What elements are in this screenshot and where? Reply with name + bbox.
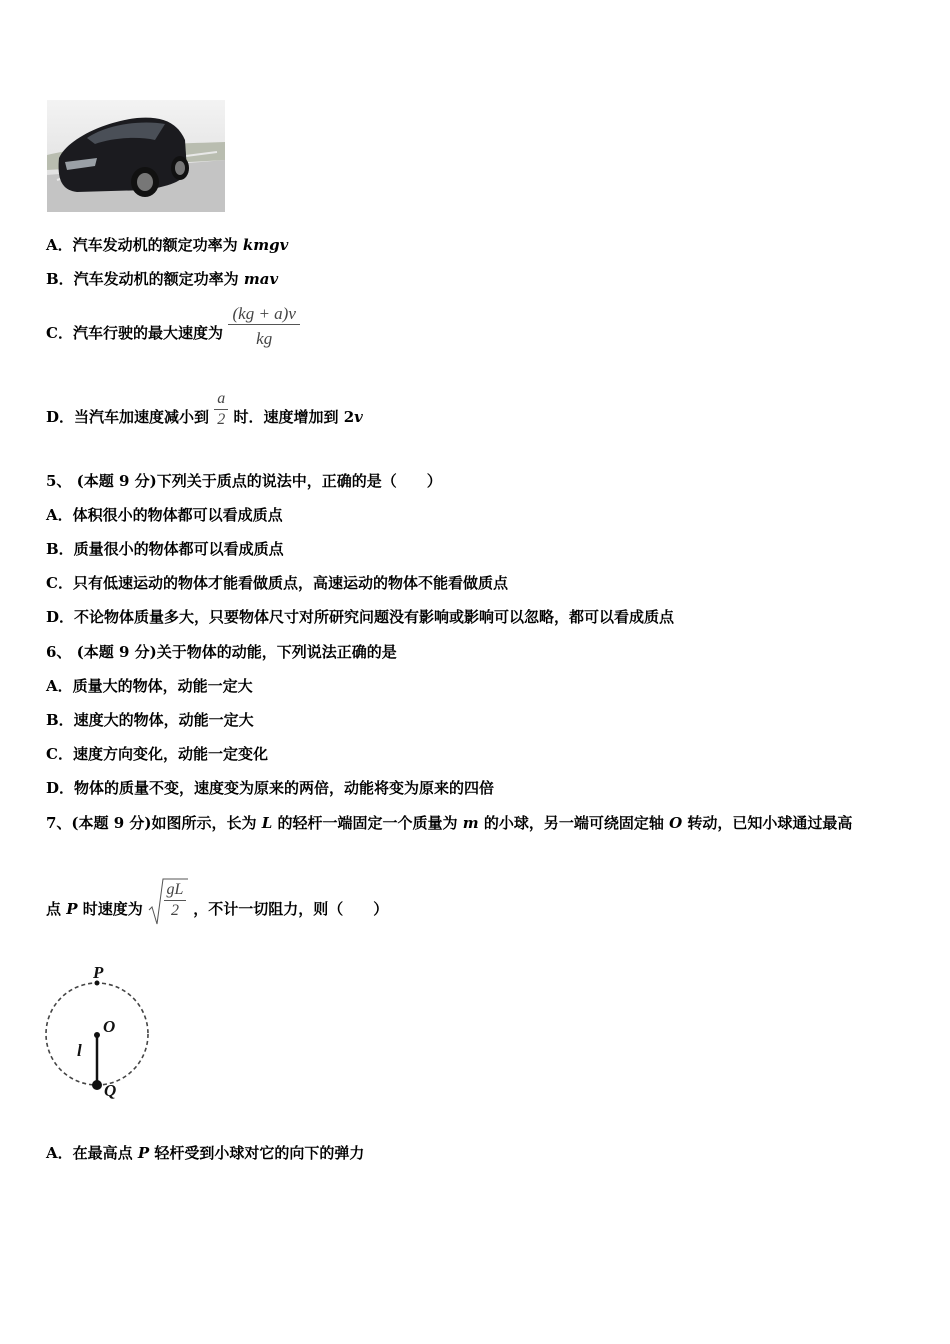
- q6-option-a: A．质量大的物体，动能一定大: [46, 677, 253, 695]
- circular-motion-figure: [40, 960, 160, 1100]
- q6-option-b: B．速度大的物体，动能一定大: [46, 711, 254, 729]
- q4-option-c: [46, 304, 300, 349]
- q6-stem: 6、 (本题 9 分)关于物体的动能，下列说法正确的是: [46, 643, 397, 661]
- q4-option-c-numerator: (kg + a)v: [232, 304, 296, 323]
- q7-stem-part4: 转动，已知小球通过最高: [682, 814, 853, 832]
- q4-option-a-text: A．汽车发动机的额定功率为: [46, 236, 243, 254]
- q4-option-d-suffix: 时．速度增加到 2: [233, 407, 355, 426]
- q4-option-b: [46, 269, 278, 289]
- q4-option-a-math: kmgv: [242, 236, 289, 254]
- q7-stem-part3: 的小球，另一端可绕固定轴: [478, 814, 670, 832]
- q7-sqrt-numerator: gL: [166, 881, 184, 898]
- q4-option-d-math: v: [354, 407, 363, 426]
- label-Q: Q: [104, 1081, 117, 1100]
- label-l: l: [77, 1041, 82, 1060]
- q7-symbol-m: m: [462, 814, 479, 832]
- q4-option-d-numerator: a: [217, 390, 226, 407]
- q4-option-b-text: B．汽车发动机的额定功率为: [46, 270, 244, 288]
- q4-option-c-text: C．汽车行驶的最大速度为: [46, 323, 223, 342]
- q7-stem-line2: [46, 876, 388, 928]
- label-O: O: [103, 1017, 116, 1036]
- q7-stem-part1: 7、(本题 9 分)如图所示，长为: [46, 814, 262, 832]
- q7-symbol-O: O: [669, 814, 683, 832]
- q7-sqrt-denominator: 2: [164, 900, 186, 921]
- q7-sqrt-expression: [148, 876, 188, 928]
- ball-Q: [92, 1080, 102, 1090]
- q4-option-d: [46, 389, 363, 430]
- q7-option-a-suffix: 轻杆受到小球对它的向下的弹力: [149, 1144, 365, 1162]
- q7-stem-part2: 的轻杆一端固定一个质量为: [272, 814, 463, 832]
- q4-option-b-math: mav: [243, 270, 279, 288]
- q5-option-b: B．质量很小的物体都可以看成质点: [46, 540, 284, 558]
- q6-option-c: C．速度方向变化，动能一定变化: [46, 745, 268, 763]
- q7-option-a: [46, 1143, 364, 1163]
- q7-sqrt-fraction: [164, 880, 186, 921]
- q7-stem-line1: [46, 813, 852, 833]
- q4-option-c-fraction: [228, 304, 300, 349]
- q6-option-d: D．物体的质量不变，速度变为原来的两倍，动能将变为原来的四倍: [46, 779, 495, 797]
- q7-line2-suffix: ，不计一切阻力，则（ ）: [193, 900, 389, 918]
- q5-option-a: A．体积很小的物体都可以看成质点: [46, 506, 283, 524]
- q4-option-a: [46, 235, 288, 255]
- q7-line2-mid: 时速度为: [77, 900, 143, 918]
- car-photo: [47, 100, 225, 212]
- q4-option-d-denominator: 2: [214, 409, 228, 430]
- q7-symbol-P: P: [66, 900, 78, 918]
- q7-option-a-prefix: A．在最高点: [46, 1144, 138, 1162]
- q5-option-d: D．不论物体质量多大，只要物体尺寸对所研究问题没有影响或影响可以忽略，都可以看成质点: [46, 608, 675, 626]
- q5-stem: 5、 (本题 9 分)下列关于质点的说法中，正确的是（ ）: [46, 472, 442, 490]
- q4-option-d-text: D．当汽车加速度减小到: [46, 407, 210, 426]
- q7-symbol-L: L: [261, 814, 273, 832]
- q4-option-d-fraction: [214, 389, 228, 430]
- label-P: P: [93, 963, 104, 982]
- q7-option-a-symbol: P: [137, 1144, 150, 1162]
- q4-option-c-denominator: kg: [228, 324, 300, 349]
- q7-line2-prefix: 点: [46, 900, 67, 918]
- q5-option-c: C．只有低速运动的物体才能看做质点，高速运动的物体不能看做质点: [46, 574, 508, 592]
